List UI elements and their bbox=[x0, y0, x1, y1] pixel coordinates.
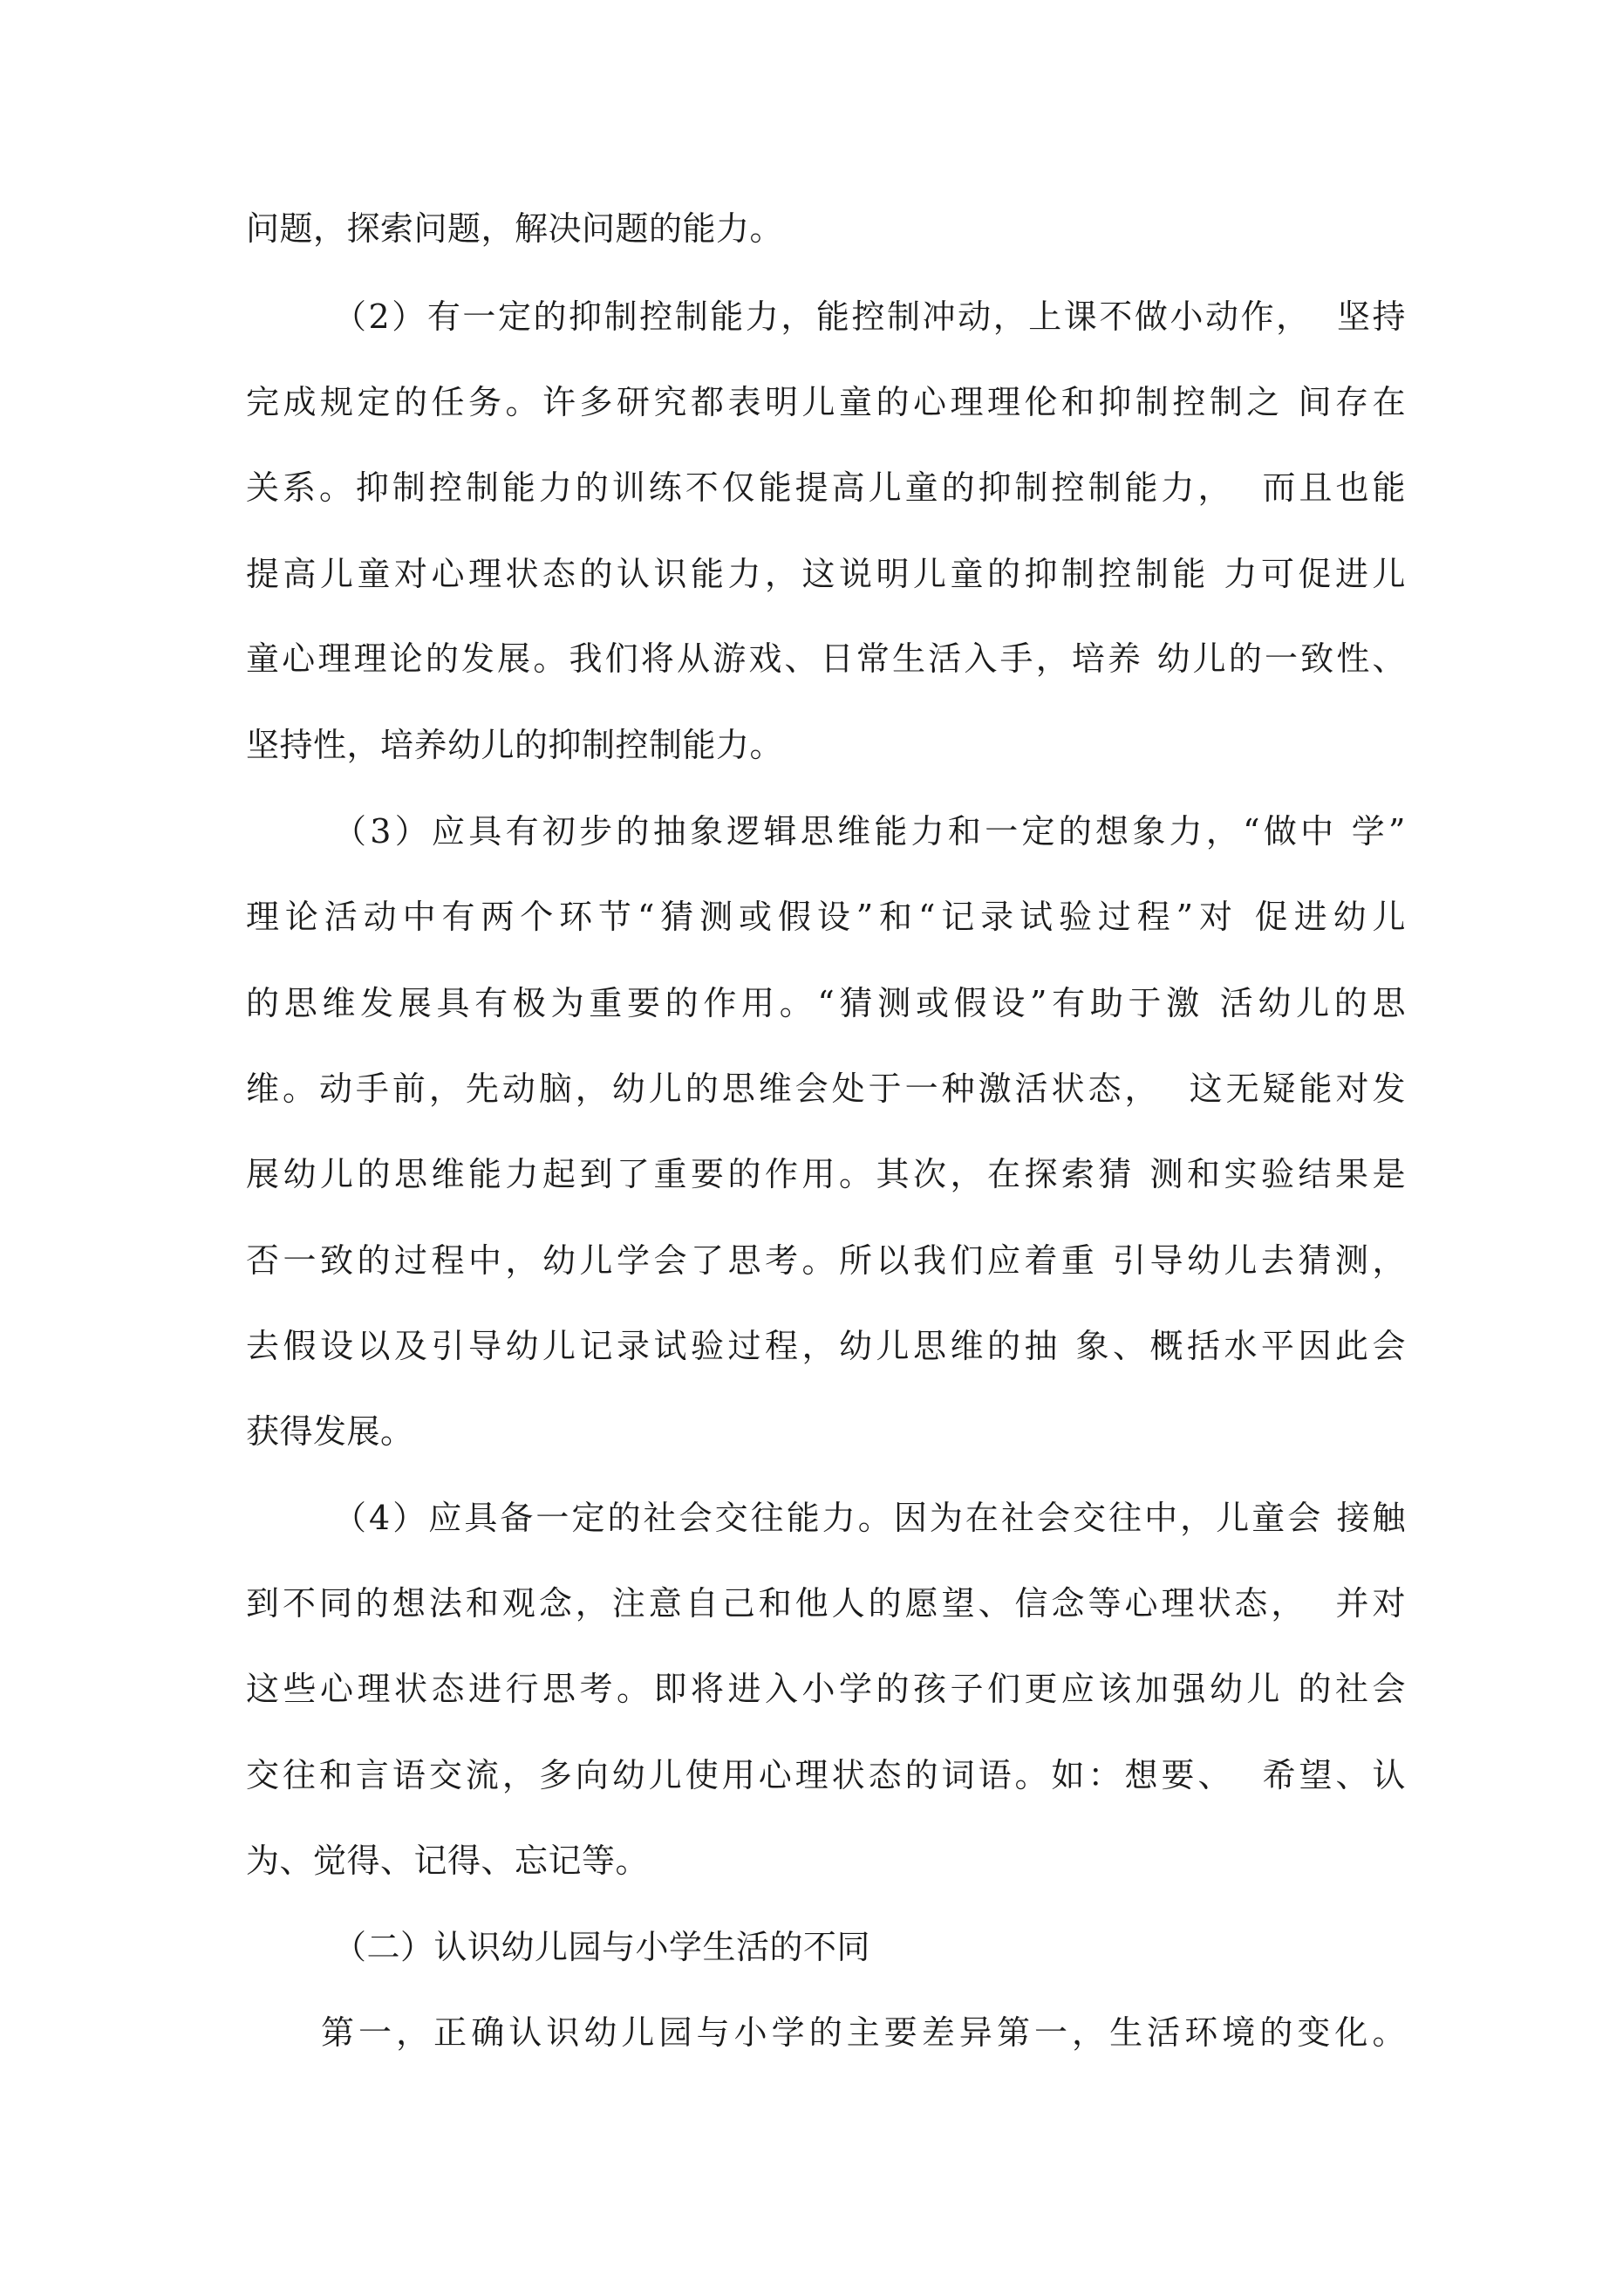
text-line: 关系。抑制控制能力的训练不仅能提高儿童的抑制控制能力， 而且也能 bbox=[246, 468, 1406, 507]
text-line: 的思维发展具有极为重要的作用。“猜测或假设”有助于激 活幼儿的思 bbox=[246, 984, 1406, 1022]
text-line: 完成规定的任务。许多研究都表明儿童的心理理伦和抑制控制之 间存在 bbox=[246, 383, 1406, 421]
text-line: 第一，正确认识幼儿园与小学的主要差异第一，生活环境的变化。 bbox=[321, 2013, 1406, 2052]
section-heading: （二）认识幼儿园与小学生活的不同 bbox=[333, 1928, 871, 1966]
text-line: 交往和言语交流，多向幼儿使用心理状态的词语。如：想要、 希望、认 bbox=[246, 1756, 1406, 1794]
text-line: 提高儿童对心理状态的认识能力，这说明儿童的抑制控制能 力可促进儿 bbox=[246, 555, 1406, 593]
text-line: 问题，探索问题，解决问题的能力。 bbox=[246, 209, 784, 248]
text-line: 去假设以及引导幼儿记录试验过程，幼儿思维的抽 象、概括水平因此会 bbox=[246, 1327, 1406, 1365]
text-line: 为、觉得、记得、忘记等。 bbox=[246, 1842, 650, 1880]
text-line: （4）应具备一定的社会交往能力。因为在社会交往中，儿童会 接触 bbox=[333, 1499, 1406, 1537]
text-line: 这些心理状态进行思考。即将进入小学的孩子们更应该加强幼儿 的社会 bbox=[246, 1670, 1406, 1708]
text-line: 理论活动中有两个环节“猜测或假设”和“记录试验过程”对 促进幼儿 bbox=[246, 898, 1406, 936]
text-line: 童心理理论的发展。我们将从游戏、日常生活入手，培养 幼儿的一致性、 bbox=[246, 639, 1406, 678]
text-line: 获得发展。 bbox=[246, 1412, 414, 1451]
text-line: （2）有一定的抑制控制能力，能控制冲动，上课不做小动作， 坚持 bbox=[333, 297, 1406, 336]
text-line: 坚持性，培养幼儿的抑制控制能力。 bbox=[246, 726, 784, 764]
text-line: 维。动手前，先动脑，幼儿的思维会处于一种激活状态， 这无疑能对发 bbox=[246, 1069, 1406, 1108]
text-line: （3）应具有初步的抽象逻辑思维能力和一定的想象力，“做中 学” bbox=[333, 812, 1406, 851]
text-line: 展幼儿的思维能力起到了重要的作用。其次，在探索猜 测和实验结果是 bbox=[246, 1155, 1406, 1193]
text-line: 到不同的想法和观念，注意自己和他人的愿望、信念等心理状态， 并对 bbox=[246, 1584, 1406, 1623]
text-line: 否一致的过程中，幼儿学会了思考。所以我们应着重 引导幼儿去猜测， bbox=[246, 1241, 1406, 1280]
